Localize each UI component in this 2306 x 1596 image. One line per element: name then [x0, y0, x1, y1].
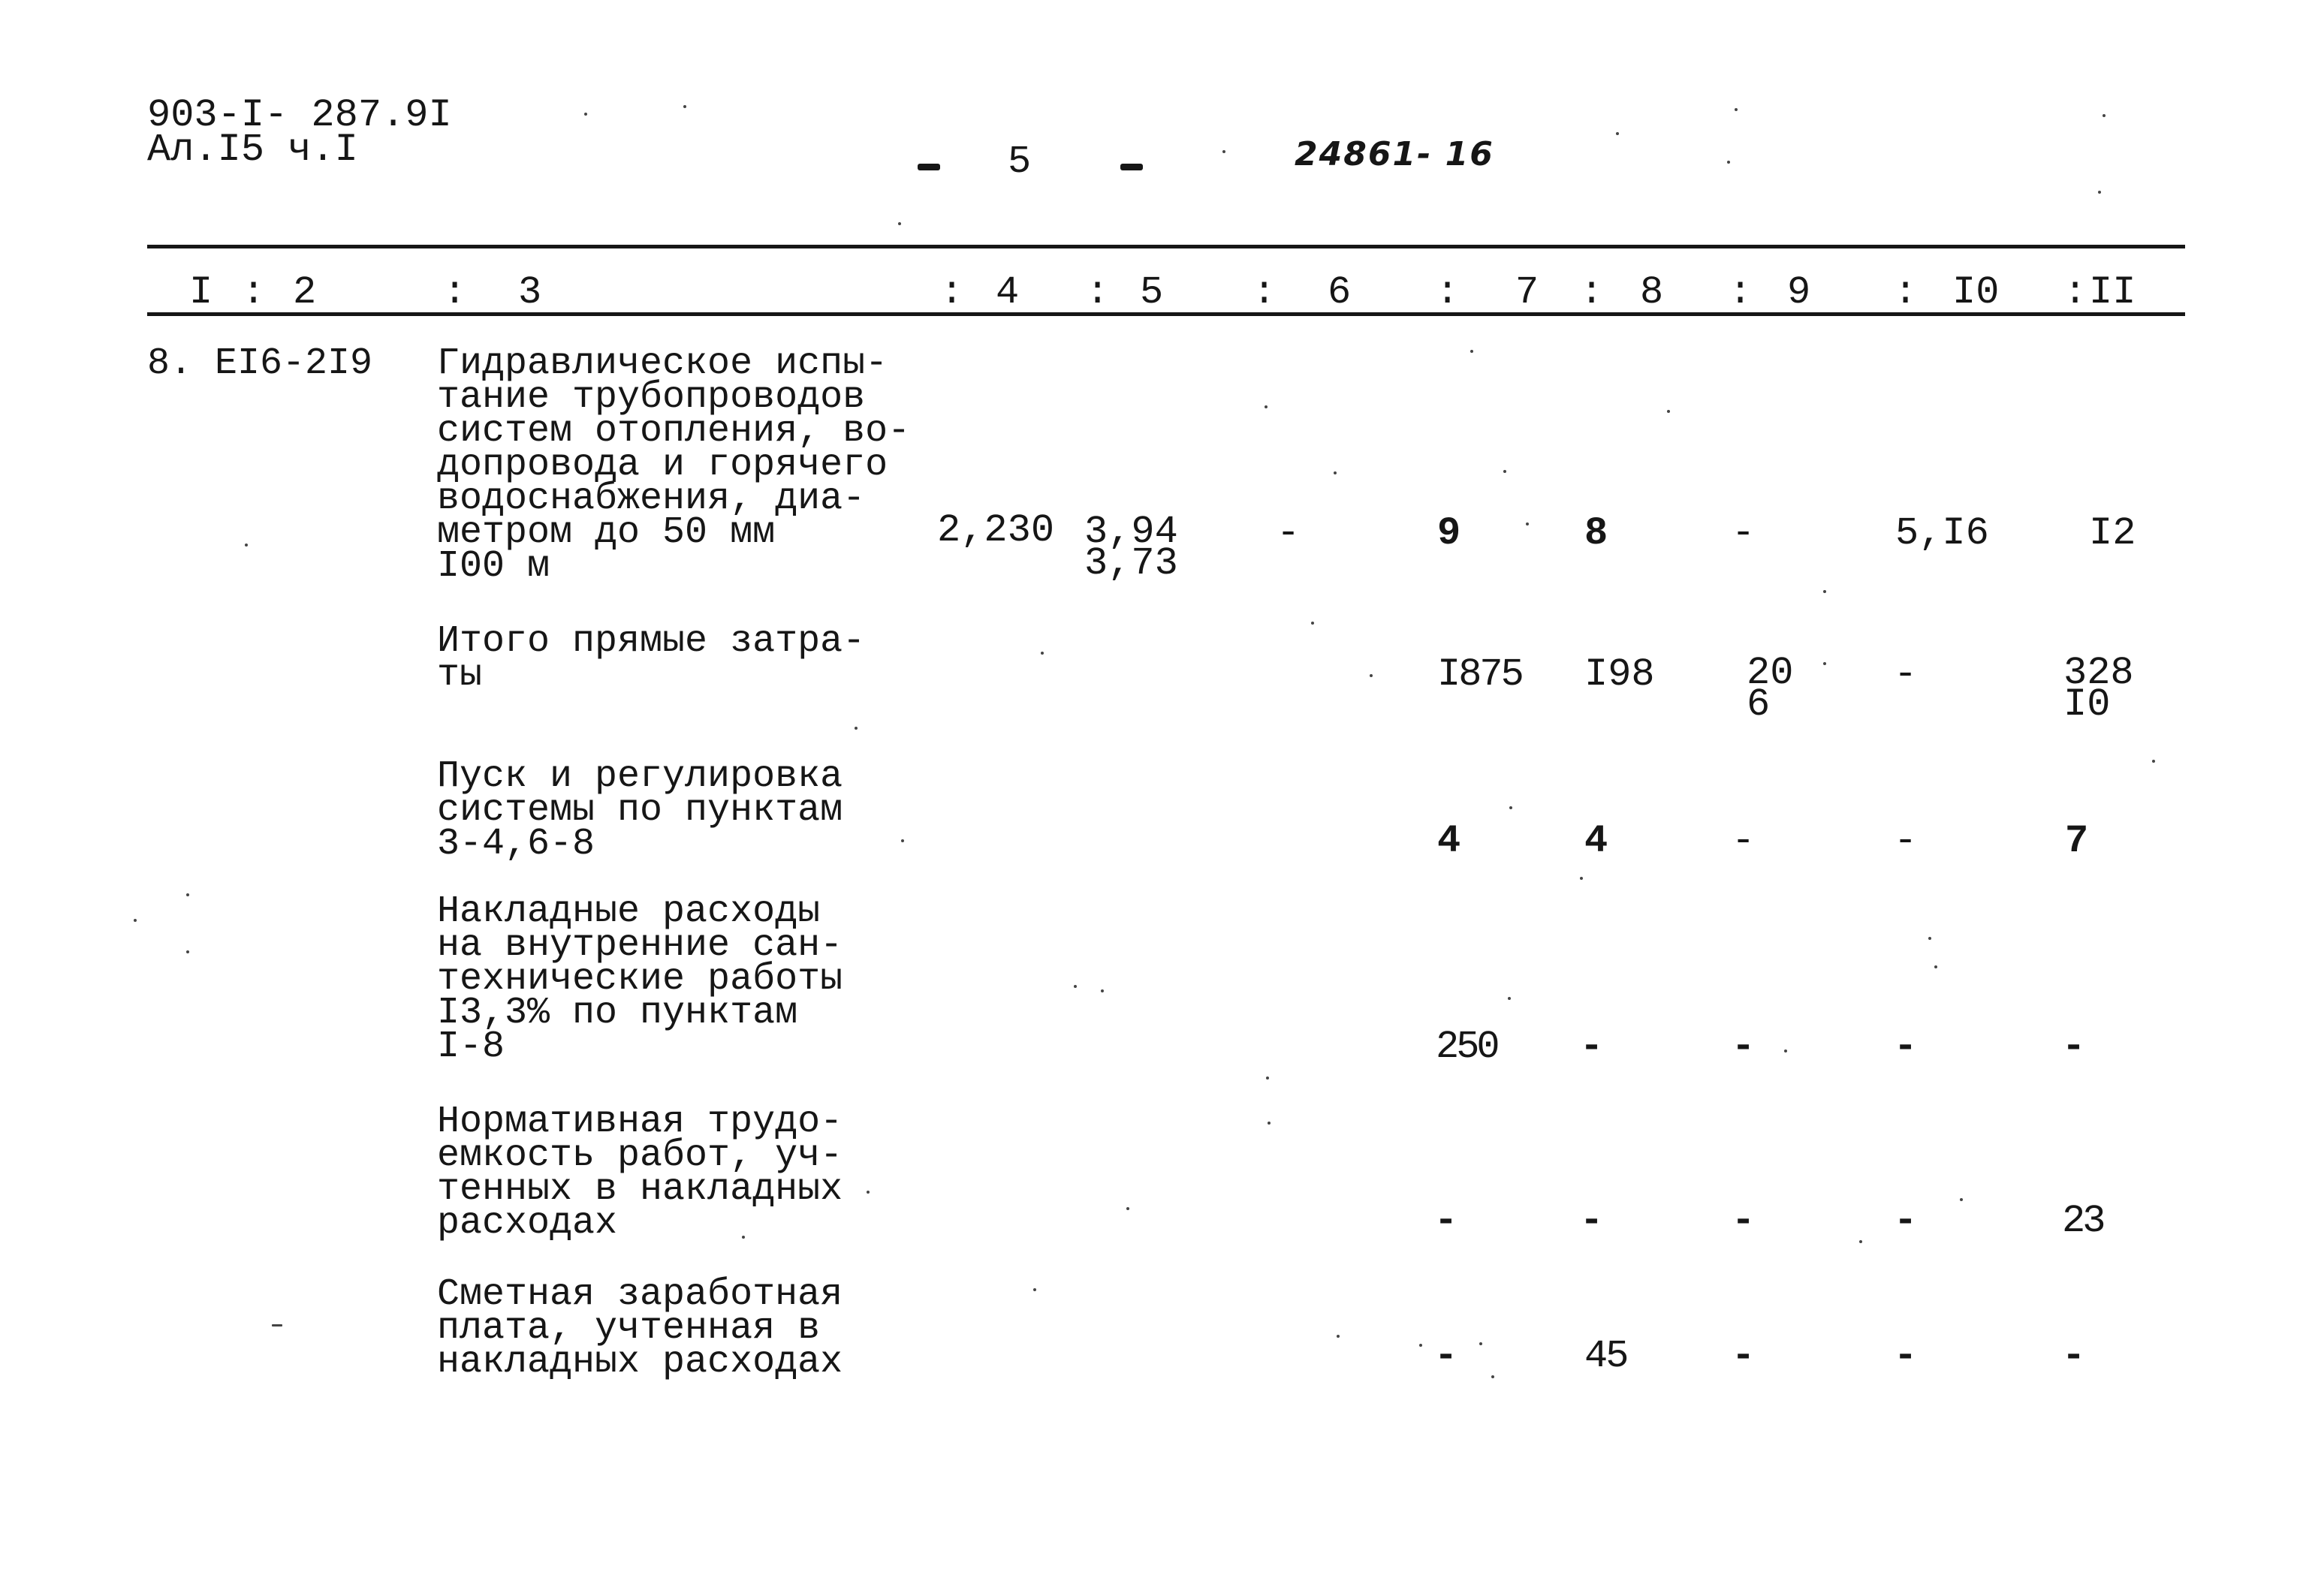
cell-col6: -	[1277, 511, 1301, 556]
page-dash-left	[918, 164, 940, 170]
inventory-number: 24861- 16	[1295, 135, 1494, 173]
row-position: 8. EI6-2I9	[147, 342, 373, 385]
cell-col9: 20 6	[1747, 651, 1794, 727]
row-description: Нормативная трудо- емкость работ, уч- тенных в накладных расходах	[437, 1101, 843, 1245]
cell-col11: 23	[2062, 1199, 2103, 1243]
cell-col11: I2	[2089, 511, 2136, 556]
cell-col10: -	[1894, 1025, 1918, 1069]
row-description: Гидравлическое испы- тание трубопроводов систем отопления, во- допровода и горячего водоснабжения, диа- метром до 50 мм I00 м	[437, 342, 911, 588]
cell-col8: I98	[1584, 652, 1655, 697]
cell-col10: 5,I6	[1895, 511, 1989, 556]
col-sep-8: :	[1580, 270, 1604, 315]
cell-col9: -	[1732, 819, 1756, 863]
col-head-8: 8	[1640, 270, 1664, 315]
col-sep-7: :	[1436, 270, 1460, 315]
col-sep-9: :	[1729, 270, 1753, 315]
cell-col8: 8	[1584, 511, 1608, 556]
cell-col10: -	[1894, 1199, 1918, 1243]
cell-col4: 2,230	[937, 508, 1055, 553]
col-head-7: 7	[1515, 270, 1539, 315]
col-sep-3: :	[443, 270, 467, 315]
cell-col8: -	[1580, 1025, 1604, 1069]
cell-col9: -	[1732, 1199, 1756, 1243]
cell-col8: -	[1580, 1199, 1604, 1243]
cell-col10: -	[1894, 819, 1918, 863]
cell-col9: -	[1732, 1025, 1756, 1069]
col-head-11: II	[2089, 270, 2136, 315]
row-description: Сметная заработная плата, учтенная в накладных расходах	[437, 1273, 843, 1384]
col-sep-5: :	[1086, 270, 1110, 315]
cell-col11: 328 I0	[2063, 651, 2134, 727]
col-head-1: I	[189, 270, 213, 315]
cell-col7: 9	[1437, 511, 1461, 556]
cell-col7: 4	[1437, 819, 1461, 863]
table-top-rule	[147, 245, 2185, 248]
cell-col9: -	[1732, 1334, 1756, 1378]
col-head-9: 9	[1787, 270, 1811, 315]
col-sep-11: :	[2063, 270, 2087, 315]
col-head-10: I0	[1952, 270, 2000, 315]
cell-col7: 250	[1436, 1025, 1497, 1069]
cell-col10: -	[1894, 652, 1918, 697]
col-sep-10: :	[1894, 270, 1918, 315]
cell-col5: 3,94 3,73	[1084, 510, 1178, 586]
row-description: Итого прямые затра- ты	[437, 620, 866, 697]
col-sep-2: :	[242, 270, 266, 315]
cell-col11: -	[2062, 1334, 2086, 1378]
cell-col9: -	[1732, 511, 1756, 556]
cell-col10: -	[1894, 1334, 1918, 1378]
col-sep-4: :	[940, 270, 964, 315]
cell-col11: -	[2062, 1025, 2086, 1069]
cell-col11: 7	[2065, 819, 2089, 863]
sheet-label: Ал.I5 ч.I	[147, 128, 358, 172]
cell-col7: -	[1434, 1334, 1458, 1378]
col-sep-6: :	[1252, 270, 1277, 315]
col-head-5: 5	[1140, 270, 1164, 315]
col-head-3: 3	[518, 270, 542, 315]
row-description: Накладные расходы на внутренние сан- технические работы I3,3% по пунктам I-8	[437, 890, 843, 1068]
row-description: Пуск и регулировка системы по пунктам 3-4,6-8	[437, 755, 843, 866]
col-head-4: 4	[996, 270, 1020, 315]
cell-col8: 45	[1584, 1334, 1627, 1378]
col-head-6: 6	[1328, 270, 1352, 315]
cell-col7: -	[1434, 1199, 1458, 1243]
cell-col8: 4	[1584, 819, 1608, 863]
cell-col7: I875	[1437, 652, 1522, 697]
document-code: 903-I- 287.9I	[147, 93, 452, 137]
col-head-2: 2	[293, 270, 317, 315]
page-dash-right	[1120, 164, 1143, 170]
page-number: 5	[1008, 140, 1032, 184]
